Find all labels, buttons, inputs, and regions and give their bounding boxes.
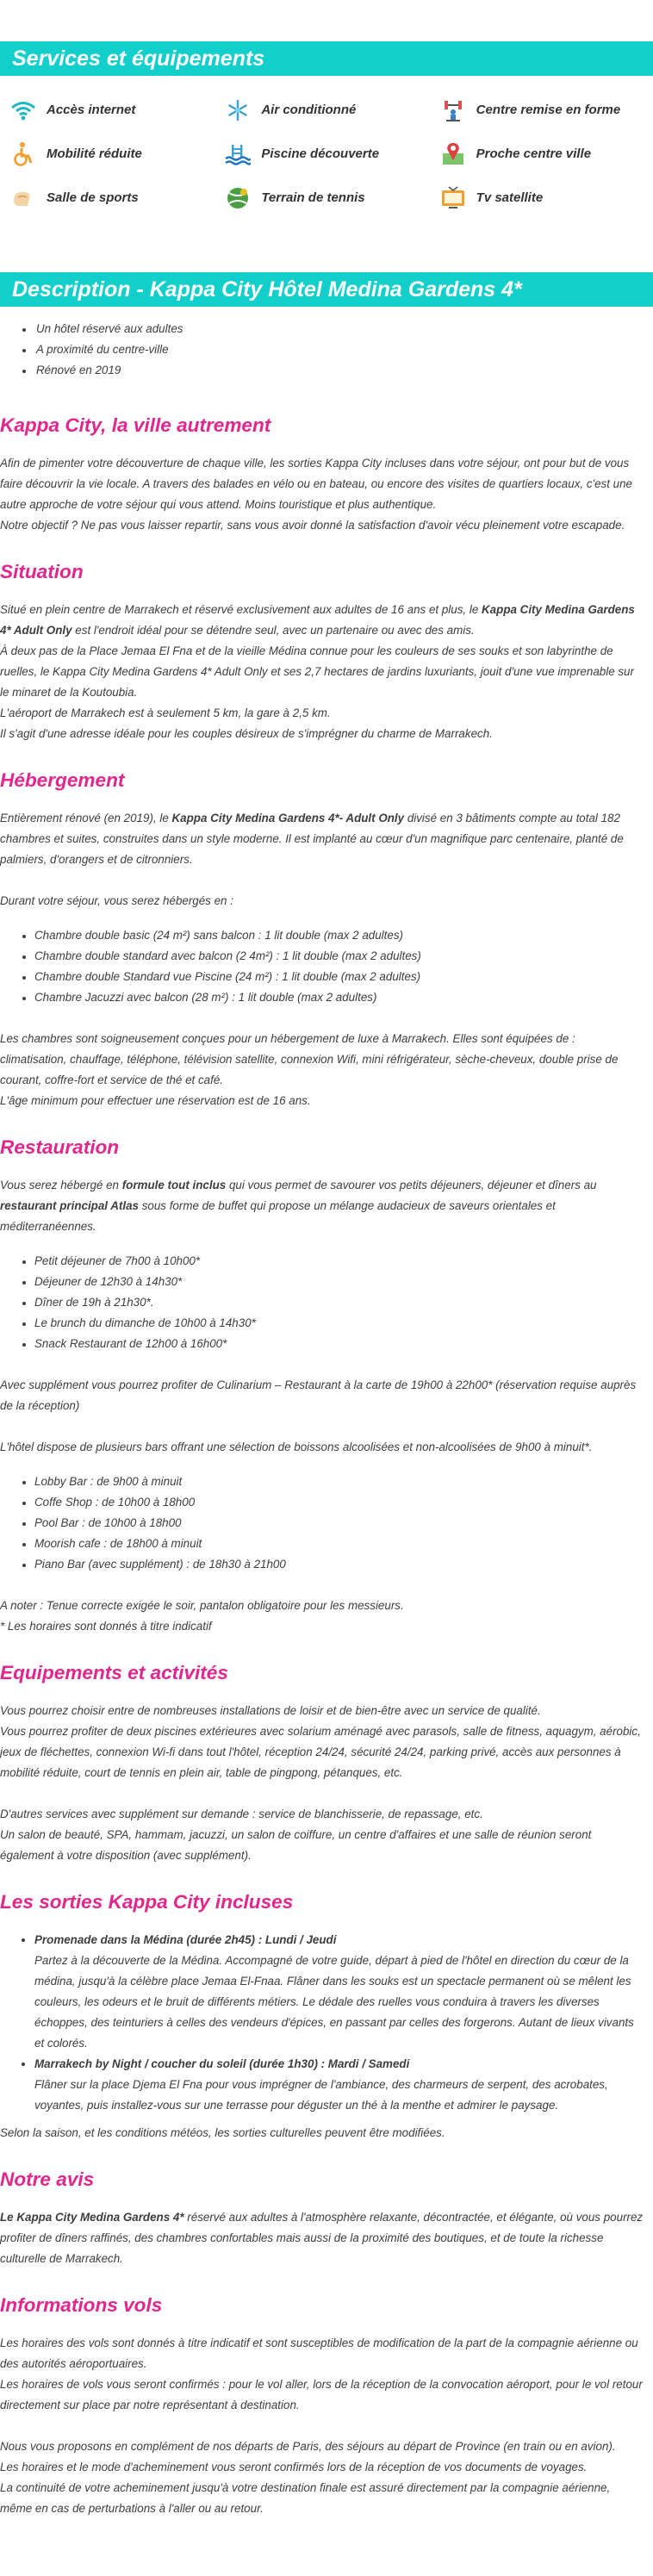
paragraph: Les horaires des vols sont donnés à titre indicatif et sont susceptibles de modification de la part de la compagnie aérienne ou des autorités aéroportuaires.	[0, 2336, 638, 2370]
service-internet	[9, 96, 223, 125]
service-aircon	[223, 96, 438, 125]
paragraph: Selon la saison, et les conditions météos, les sorties culturelles peuvent être modifiées.	[0, 2126, 445, 2139]
section-title-hebergement: Hébergement	[0, 769, 125, 791]
section-situation	[0, 600, 644, 744]
excursion-text: Partez à la découverte de la Médina. Accompagné de votre guide, départ à pied de l'hôtel en direction du cœur de la médina, jusqu'à la célèbre place Jemaa El-Fnaa. Flâner dans les souks est un spectacle permanent où se mêlent les couleurs, les odeurs et le bruit de différents métiers. Le dédale des ruelles vous conduira à travers les diverses échoppes, des teinturiers à celles des vendeurs d'épices, en passant par celles des forgerons. Autant de lieux vivants et colorés.	[34, 1954, 634, 2050]
pool-icon	[223, 140, 252, 169]
hotel-name: Kappa City Medina Gardens 4*- Adult Only	[171, 812, 405, 824]
services-row	[9, 88, 653, 132]
paragraph	[0, 600, 644, 641]
section-title-situation: Situation	[0, 561, 84, 582]
service-gym	[9, 184, 223, 213]
paragraph: Un salon de beauté, SPA, hammam, jacuzzi, un salon de coiffure, un centre d'affaires et une salle de réunion seront également à votre disposition (avec supplément).	[0, 1828, 592, 1862]
paragraph	[0, 808, 644, 870]
list-item: • Rénové en 2019	[34, 360, 653, 381]
spacer	[0, 1416, 644, 1437]
wheelchair-icon	[9, 140, 38, 169]
section-kappa	[0, 453, 644, 536]
list-item: • Coffe Shop : de 10h00 à 18h00	[34, 1492, 644, 1513]
excursion-text: Flâner sur la place Djema El Fna pour vous imprégner de l'ambiance, des charmeurs de serpent, des acrobates, voyantes, puis installez-vous sur une terrasse pour déguster un thé à la menthe et admirer le paysage.	[34, 2078, 608, 2112]
paragraph: Notre objectif ? Ne pas vous laisser repartir, sans vous avoir donné la satisfaction d'avoir vécu pleinement votre escapade.	[0, 519, 625, 532]
section-equipements	[0, 1701, 644, 1866]
list-item: • Snack Restaurant de 12h00 à 16h00*	[34, 1334, 644, 1354]
text-span: réservé aux adultes à l'atmosphère relaxante, décontractée, et élégante, où vous pourrez profiter de dîners raffinés, des chambres confortables mais aussi de la proximité des boutiques, et de toute la richesse culturelle de Marrakech.	[0, 2211, 644, 2265]
paragraph: À deux pas de la Place Jemaa El Fna et de la vieille Médina connue pour les couleurs de ses souks et son labyrinthe de ruelles, le Kappa City Medina Gardens 4* Adult Only et ses 2,7 hectares de jardins luxuriants, jouit d'une vue imprenable sur le minaret de la Koutoubia.	[0, 644, 634, 699]
section-title-sorties: Les sorties Kappa City incluses	[0, 1891, 294, 1913]
service-label: Accès internet	[47, 102, 136, 117]
paragraph: Les horaires et le mode d'acheminement vous seront confirmés lors de la réception de vos documents de voyages.	[0, 2461, 588, 2473]
paragraph	[0, 2207, 644, 2269]
paragraph: L'âge minimum pour effectuer une réservation est de 16 ans.	[0, 1094, 311, 1107]
service-pool	[223, 140, 438, 169]
list-item: • Moorish cafe : de 18h00 à minuit	[34, 1534, 644, 1554]
text-span: sous forme de buffet qui propose un mélange audacieux de saveurs orientales et méditerranéennes.	[0, 1199, 556, 1233]
spacer	[0, 870, 644, 891]
paragraph: Durant votre séjour, vous serez hébergés en :	[0, 894, 233, 907]
text-span: est l'endroit idéal pour se détendre seul, avec un partenaire ou avec des amis.	[72, 624, 475, 637]
bold-text: restaurant principal Atlas	[0, 1199, 139, 1212]
list-item: • Chambre double Standard vue Piscine (24 m²) : 1 lit double (max 2 adultes)	[34, 967, 644, 987]
list-item: • Chambre double standard avec balcon (2 4m²) : 1 lit double (max 2 adultes)	[34, 946, 644, 967]
bold-text: formule tout inclus	[121, 1179, 227, 1192]
spacer	[0, 1783, 644, 1804]
section-hebergement	[0, 808, 644, 1111]
list-item: • Déjeuner de 12h30 à 14h30*	[34, 1272, 644, 1292]
excursion-title: • Promenade dans la Médina (durée 2h45) : Lundi / Jeudi	[34, 1933, 337, 1946]
services-row	[9, 176, 653, 220]
text-span: Entièrement rénové (en 2019), le	[0, 812, 172, 824]
paragraph: Vous pourrez choisir entre de nombreuses installations de loisir et de bien-être avec un service de qualité.	[0, 1704, 541, 1717]
excursion-list	[34, 1930, 644, 2116]
service-label: Air conditionné	[261, 102, 357, 117]
tv-icon	[438, 184, 468, 213]
description-banner: Description - Kappa City Hôtel Medina Gardens 4*	[0, 272, 653, 307]
list-item	[34, 2054, 644, 2116]
paragraph: Vous pourrez profiter de deux piscines extérieures avec solarium aménagé avec parasols, salle de fitness, aquagym, aérobic, jeux de fléchettes, connexion Wi-fi dans tout l'hôtel, réception 24/24, sécurité 24/24, parking privé, accès aux personnes à mobilité réduite, court de tennis en plein air, table de pingpong, pétanques, etc.	[0, 1725, 641, 1779]
section-sorties	[0, 1930, 644, 2144]
section-restauration	[0, 1175, 644, 1637]
section-title-equipements: Equipements et activités	[0, 1662, 228, 1683]
service-mobility	[9, 140, 223, 169]
paragraph: La continuité de votre acheminement jusqu'à votre destination finale est assuré directement par la compagnie aérienne, même en cas de perturbations à l'aller ou au retour.	[0, 2481, 611, 2515]
services-grid	[0, 88, 653, 220]
meal-list	[34, 1251, 644, 1354]
list-item: • Petit déjeuner de 7h00 à 10h00*	[34, 1251, 644, 1272]
services-banner: Services et équipements	[0, 41, 653, 76]
description-highlights	[34, 319, 653, 381]
paragraph	[0, 1175, 644, 1237]
list-item: • Pool Bar : de 10h00 à 18h00	[34, 1513, 644, 1534]
section-avis	[0, 2207, 644, 2269]
list-item: • Le brunch du dimanche de 10h00 à 14h30*	[34, 1313, 644, 1334]
text-span: Situé en plein centre de Marrakech et réservé exclusivement aux adultes de 16 ans et plus, le	[0, 603, 482, 616]
list-item: • Chambre Jacuzzi avec balcon (28 m²) : 1 lit double (max 2 adultes)	[34, 987, 644, 1008]
paragraph: A noter : Tenue correcte exigée le soir, pantalon obligatoire pour les messieurs.	[0, 1599, 404, 1612]
list-item: • Piano Bar (avec supplément) : de 18h30 à 21h00	[34, 1554, 644, 1575]
hotel-name: Kappa City Medina Gardens 4* Adult Only	[0, 603, 635, 637]
service-city-center	[438, 140, 653, 169]
text-span: divisé en 3 bâtiments compte au total 182 chambres et suites, construites dans un style moderne. Il est implanté au cœur d'un magnifique parc centenaire, planté de palmiers, d'orangers et de citronniers.	[0, 812, 624, 866]
text-span: Vous serez hébergé en	[0, 1179, 122, 1192]
service-label: Proche centre ville	[476, 146, 592, 161]
content	[0, 412, 653, 2519]
list-item: • A proximité du centre-ville	[34, 339, 653, 360]
services-row	[9, 132, 653, 176]
service-label: Centre remise en forme	[476, 102, 621, 117]
spacer	[0, 2416, 644, 2436]
paragraph: D'autres services avec supplément sur demande : service de blanchisserie, de repassage, etc.	[0, 1808, 483, 1820]
paragraph: Avec supplément vous pourrez profiter de Culinarium – Restaurant à la carte de 19h00 à 22h00* (réservation requise auprès de la réception)	[0, 1378, 637, 1412]
section-title-vols: Informations vols	[0, 2294, 163, 2316]
paragraph: Afin de pimenter votre découverture de chaque ville, les sorties Kappa City incluses dans votre séjour, ont pour but de vous faire découvrir la vie locale. A travers des balades en vélo ou en bateau, ou encore des visites de quartiers locaux, c'est une autre approche de votre séjour qui vous attend. Moins touristique et plus authentique.	[0, 457, 633, 511]
paragraph: Les horaires de vols vous seront confirmés : pour le vol aller, lors de la réception de la convocation aéroport, pour le vol retour directement sur place par notre représentant à destination.	[0, 2378, 643, 2411]
service-label: Terrain de tennis	[261, 190, 365, 205]
paragraph: Nous vous proposons en complément de nos départs de Paris, des séjours au départ de Province (en train ou en avion).	[0, 2440, 616, 2453]
list-item: • Lobby Bar : de 9h00 à minuit	[34, 1472, 644, 1492]
paragraph: Les chambres sont soigneusement conçues pour un hébergement de luxe à Marrakech. Elles sont équipées de : climatisation, chauffage, téléphone, télévision satellite, connexion Wifi, mini réfrigérateur, sèche-cheveux, double prise de courant, coffre-fort et service de thé et café.	[0, 1032, 619, 1086]
section-title-avis: Notre avis	[0, 2168, 95, 2190]
section-title-restauration: Restauration	[0, 1136, 120, 1158]
section-vols	[0, 2333, 644, 2519]
excursion-title: • Marrakech by Night / coucher du soleil (durée 1h30) : Mardi / Samedi	[34, 2057, 410, 2070]
fitness-icon	[438, 96, 468, 125]
service-tennis	[223, 184, 438, 213]
section-title-kappa: Kappa City, la ville autrement	[0, 414, 271, 436]
wifi-icon	[9, 96, 38, 125]
service-label: Tv satellite	[476, 190, 544, 205]
service-label: Piscine découverte	[261, 146, 380, 161]
bar-list	[34, 1472, 644, 1575]
list-item: • Chambre double basic (24 m²) sans balcon : 1 lit double (max 2 adultes)	[34, 925, 644, 946]
map-pin-icon	[438, 140, 468, 169]
paragraph: L'aéroport de Marrakech est à seulement 5 km, la gare à 2,5 km.	[0, 706, 331, 719]
snowflake-icon	[223, 96, 252, 125]
paragraph: L'hôtel dispose de plusieurs bars offrant une sélection de boissons alcoolisées et non-alcoolisées de 9h00 à minuit*.	[0, 1440, 593, 1453]
dumbbell-icon	[9, 184, 38, 213]
room-list	[34, 925, 644, 1008]
list-item: • Un hôtel réservé aux adultes	[34, 319, 653, 339]
list-item	[34, 1930, 644, 2054]
list-item: • Dîner de 19h à 21h30*.	[34, 1292, 644, 1313]
tennis-icon	[223, 184, 252, 213]
paragraph: * Les horaires sont donnés à titre indicatif	[0, 1620, 212, 1633]
service-fitness	[438, 96, 653, 125]
service-tv	[438, 184, 653, 213]
text-span: qui vous permet de savourer vos petits déjeuners, déjeuner et dîners au	[226, 1179, 597, 1192]
service-label: Salle de sports	[47, 190, 139, 205]
service-label: Mobilité réduite	[47, 146, 142, 161]
paragraph: Il s'agit d'une adresse idéale pour les couples désireux de s'imprégner du charme de Marrakech.	[0, 727, 493, 740]
hotel-name: Le Kappa City Medina Gardens 4*	[0, 2211, 184, 2224]
